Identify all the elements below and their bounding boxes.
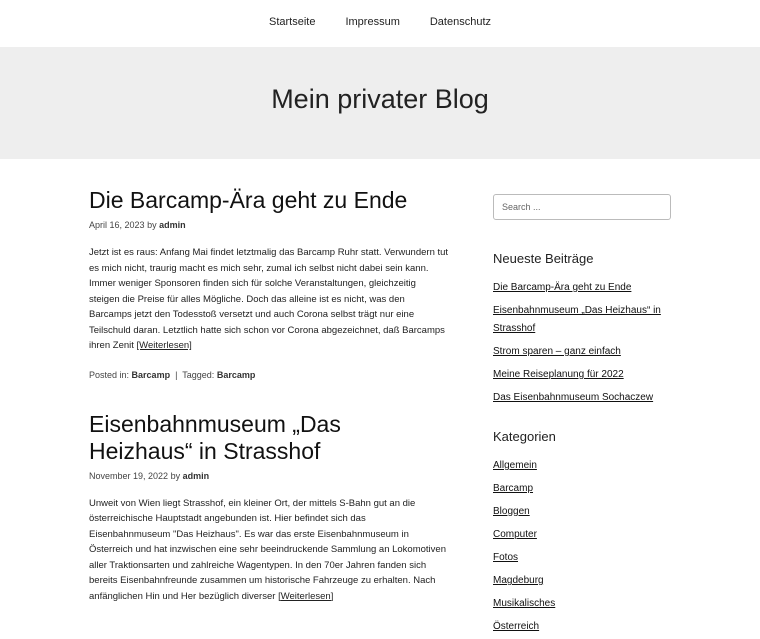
post-title[interactable]: Die Barcamp-Ära geht zu Ende bbox=[89, 187, 408, 213]
category-link[interactable]: Bloggen bbox=[493, 506, 530, 517]
recent-post-link[interactable]: Meine Reiseplanung für 2022 bbox=[493, 369, 624, 380]
post-author[interactable]: admin bbox=[159, 220, 186, 230]
recent-posts-list bbox=[493, 277, 671, 405]
recent-post-link[interactable]: Die Barcamp-Ära geht zu Ende bbox=[493, 282, 632, 293]
tagged-label: Tagged: bbox=[182, 369, 215, 380]
category-link[interactable]: Fotos bbox=[493, 552, 519, 563]
post-excerpt bbox=[89, 245, 449, 354]
category-link[interactable]: Computer bbox=[493, 529, 537, 540]
main-navigation bbox=[0, 0, 760, 47]
nav-item-datenschutz[interactable]: Datenschutz bbox=[429, 15, 492, 28]
post-tag-link[interactable]: Barcamp bbox=[216, 369, 256, 380]
list-item bbox=[493, 478, 671, 496]
post-list bbox=[89, 159, 449, 604]
list-item bbox=[493, 547, 671, 565]
meta-separator: | bbox=[172, 369, 180, 380]
read-more-link[interactable]: [Weiterlesen] bbox=[136, 340, 192, 351]
recent-post-link[interactable]: Strom sparen – ganz einfach bbox=[493, 346, 621, 357]
post-by-label: by bbox=[147, 220, 157, 230]
list-item bbox=[493, 364, 671, 382]
recent-posts-heading: Neueste Beiträge bbox=[493, 251, 594, 266]
list-item bbox=[493, 593, 671, 611]
posted-in-label: Posted in: bbox=[89, 369, 130, 380]
post-footer-meta bbox=[89, 370, 449, 380]
category-link[interactable]: Allgemein bbox=[493, 460, 537, 471]
list-item bbox=[493, 387, 671, 405]
post-author[interactable]: admin bbox=[182, 470, 210, 481]
recent-post-link[interactable]: Das Eisenbahnmuseum Sochaczew bbox=[493, 392, 654, 403]
categories-list bbox=[493, 455, 671, 634]
list-item bbox=[493, 616, 671, 634]
site-header bbox=[0, 47, 760, 159]
list-item bbox=[493, 300, 671, 336]
category-link[interactable]: Musikalisches bbox=[493, 598, 556, 609]
post-by-label: by bbox=[170, 470, 181, 481]
list-item bbox=[493, 455, 671, 473]
post-article bbox=[89, 187, 449, 380]
search-input[interactable] bbox=[493, 194, 671, 220]
post-excerpt bbox=[89, 496, 449, 605]
list-item bbox=[493, 570, 671, 588]
list-item bbox=[493, 501, 671, 519]
post-category-link[interactable]: Barcamp bbox=[131, 369, 171, 380]
post-date[interactable]: November 19, 2022 bbox=[89, 470, 169, 481]
nav-item-impressum[interactable]: Impressum bbox=[345, 15, 400, 28]
categories-heading: Kategorien bbox=[493, 429, 556, 444]
site-title[interactable]: Mein privater Blog bbox=[271, 83, 489, 114]
recent-post-link[interactable]: Eisenbahnmuseum „Das Heizhaus“ in Strasshof bbox=[493, 305, 661, 334]
post-date[interactable]: April 16, 2023 bbox=[89, 220, 145, 230]
post-article bbox=[89, 411, 449, 605]
nav-item-startseite[interactable]: Startseite bbox=[268, 15, 316, 28]
list-item bbox=[493, 524, 671, 542]
list-item bbox=[493, 341, 671, 359]
read-more-link[interactable]: [Weiterlesen] bbox=[278, 590, 334, 602]
post-title[interactable]: Eisenbahnmuseum „Das Heizhaus“ in Strasshof bbox=[89, 410, 341, 464]
post-meta bbox=[89, 471, 449, 481]
list-item bbox=[493, 277, 671, 295]
post-meta bbox=[89, 220, 449, 230]
category-link[interactable]: Magdeburg bbox=[493, 575, 544, 586]
post-excerpt-text: Jetzt ist es raus: Anfang Mai findet letztmalig das Barcamp Ruhr statt. Verwundern tut es mich nicht, traurig macht es mich sehr, zumal ich selbst nicht dabei sein kann. Immer weniger Sponsoren finden sich für solche Veranstaltungen, gleichzeitig steigen die Preise für alles Mögliche. Doch das alleine ist es nicht, was den Barcamps jetzt den Todesstoß versetzt und auch Corona selbst trägt nur eine Teilschuld daran. Letztlich hatte sich schon vor Corona abgezeichnet, daß Barcamps ihren Zenit bbox=[89, 247, 449, 351]
category-link[interactable]: Barcamp bbox=[493, 483, 534, 494]
category-link[interactable]: Österreich bbox=[493, 621, 540, 632]
post-excerpt-text: Unweit von Wien liegt Strasshof, ein kleiner Ort, der mittels S-Bahn gut an die österreichische Hauptstadt angebunden ist. Hier befindet sich das Eisenbahnmuseum "Das Heizhaus". Es war das erste Eisenbahnmuseum in Österreich und hat inzwischen eine sehr beeindruckende Sammlung an Lokomotiven aller Traktionsarten und zahlreiche Wagentypen. In den 70er Jahren fanden sich bereits Eisenbahnfreunde zusammen um historische Fahrzeuge zu erhalten. Nach anfänglichen Hin und Her bezüglich diverser bbox=[89, 497, 446, 602]
sidebar bbox=[493, 159, 671, 639]
